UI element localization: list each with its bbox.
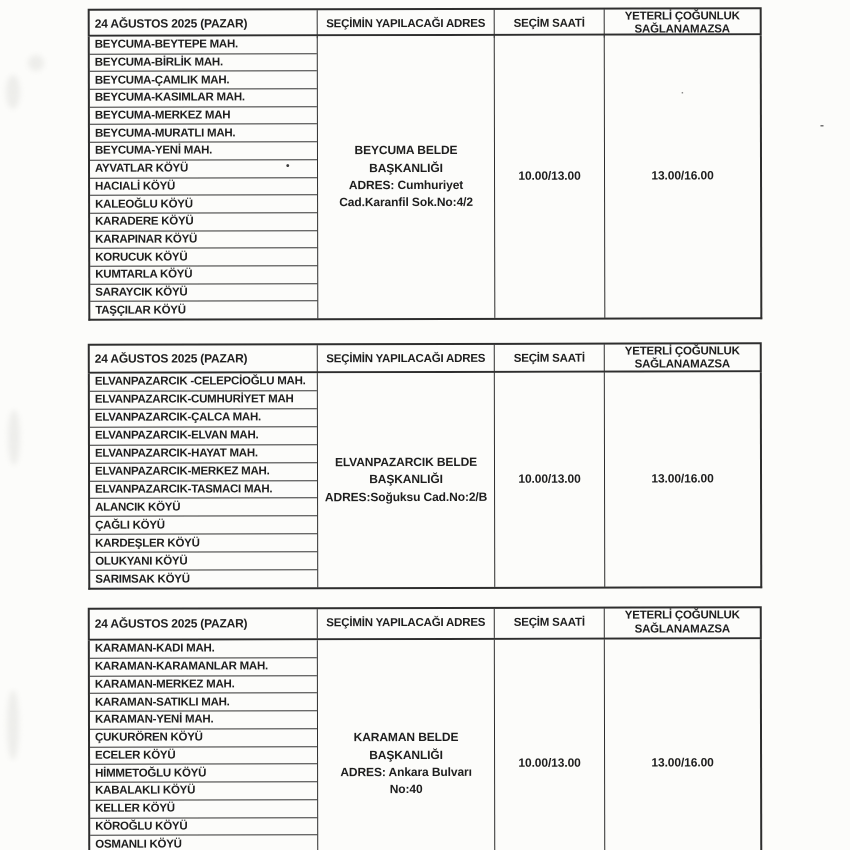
quorum-column-header: YETERLİ ÇOĞUNLUK SAĞLANAMAZSA xyxy=(624,345,740,371)
location-row: ECELER KÖYÜ xyxy=(90,747,317,765)
location-row: KORUCUK KÖYÜ xyxy=(90,248,317,266)
location-row: SARIMSAK KÖYÜ xyxy=(95,573,190,586)
scan-bullet-mark: • xyxy=(286,161,290,172)
location-row: ALANCIK KÖYÜ xyxy=(90,499,317,517)
election-table-karaman xyxy=(88,606,763,850)
scan-smudge xyxy=(6,75,20,109)
location-row: KARDEŞLER KÖYÜ xyxy=(90,535,317,553)
polling-address-cell xyxy=(318,373,495,587)
location-row: OLUKYANI KÖYÜ xyxy=(90,552,317,570)
location-row: ELVANPAZARCIK-ÇALCA MAH. xyxy=(90,409,317,427)
address-line: BAŞKANLIĞI xyxy=(369,472,443,487)
address-line: BAŞKANLIĞI xyxy=(369,160,443,175)
location-row: BEYCUMA-MERKEZ MAH xyxy=(90,107,317,125)
election-table-beycuma xyxy=(88,7,763,320)
location-row: KÖROĞLU KÖYÜ xyxy=(90,818,317,836)
location-row: AYVATLAR KÖYÜ xyxy=(90,160,317,178)
location-row: KARAMAN-KARAMANLAR MAH. xyxy=(90,658,317,676)
address-line: BAŞKANLIĞI xyxy=(369,747,443,762)
location-row: KARADERE KÖYÜ xyxy=(90,213,317,231)
location-row: ÇAĞLI KÖYÜ xyxy=(90,517,317,535)
table-body xyxy=(88,639,762,850)
location-row: KABALAKLI KÖYÜ xyxy=(90,782,317,800)
location-row: BEYCUMA-MURATLI MAH. xyxy=(90,125,317,143)
locations-column xyxy=(90,640,318,850)
time-column-header: SEÇİM SAATİ xyxy=(495,10,605,39)
address-line: No:40 xyxy=(389,782,423,797)
location-row: BEYCUMA-KASIMLAR MAH. xyxy=(90,89,317,107)
location-row: ELVANPAZARCIK-ELVAN MAH. xyxy=(90,427,317,445)
location-row: BEYCUMA-ÇAMLIK MAH. xyxy=(90,72,317,90)
date-header-cell: 24 AĞUSTOS 2025 (PAZAR) xyxy=(90,10,318,39)
date-header-cell: 24 AĞUSTOS 2025 (PAZAR) xyxy=(90,609,318,638)
location-row: ELVANPAZARCIK-HAYAT MAH. xyxy=(90,445,317,463)
date-header-cell: 24 AĞUSTOS 2025 (PAZAR) xyxy=(90,345,318,374)
location-row: ELVANPAZARCIK-CUMHURİYET MAH xyxy=(90,391,317,409)
scan-dot-mark: · xyxy=(681,88,685,99)
table-header-row xyxy=(88,7,762,36)
table-body xyxy=(88,372,762,589)
election-time-cell: 10.00/13.00 xyxy=(495,36,606,318)
scan-smudge xyxy=(7,690,19,760)
address-column-header: SEÇİMİN YAPILACAĞI ADRES xyxy=(318,10,495,39)
location-row: BEYCUMA-BEYTEPE MAH. xyxy=(90,36,317,54)
location-row: ELVANPAZARCIK-TASMACI MAH. xyxy=(90,481,317,499)
location-row: KARAMAN-MERKEZ MAH. xyxy=(90,676,317,694)
election-table-elvanpazarcik xyxy=(88,342,763,589)
location-row: TAŞÇILAR KÖYÜ xyxy=(95,304,186,317)
location-row: KARAPINAR KÖYÜ xyxy=(90,231,317,249)
location-row: KELLER KÖYÜ xyxy=(90,800,317,818)
address-line: Cad.Karanfil Sok.No:4/2 xyxy=(339,195,473,210)
address-line: ADRES: Ankara Bulvarı xyxy=(340,764,472,780)
locations-column xyxy=(90,36,319,318)
locations-column xyxy=(90,373,318,587)
location-row: HACIALİ KÖYÜ xyxy=(90,178,317,196)
location-row: KUMTARLA KÖYÜ xyxy=(90,266,317,284)
location-row: ELVANPAZARCIK-MERKEZ MAH. xyxy=(90,463,317,481)
fallback-time-cell: 13.00/16.00 xyxy=(651,168,714,183)
scan-dash-mark: - xyxy=(820,118,824,132)
address-column-header: SEÇİMİN YAPILACAĞI ADRES xyxy=(318,345,495,374)
address-line: ELVANPAZARCIK BELDE xyxy=(334,454,478,470)
scan-smudge xyxy=(28,55,44,71)
address-line: KARAMAN BELDE xyxy=(353,730,459,745)
fallback-time-cell: 13.00/16.00 xyxy=(651,471,714,486)
table-body xyxy=(88,35,763,320)
polling-address-cell xyxy=(318,640,495,850)
location-row: KARAMAN-KADI MAH. xyxy=(90,640,317,658)
election-time-cell: 10.00/13.00 xyxy=(495,373,605,587)
scan-smudge xyxy=(8,410,20,465)
address-line: ADRES:Soğuksu Cad.No:2/B xyxy=(324,489,488,504)
quorum-column-header: YETERLİ ÇOĞUNLUK SAĞLANAMAZSA xyxy=(624,10,740,36)
location-row: SARAYCIK KÖYÜ xyxy=(90,284,317,302)
quorum-column-header: YETERLİ ÇOĞUNLUK SAĞLANAMAZSA xyxy=(624,609,740,636)
location-row: BEYCUMA-BİRLİK MAH. xyxy=(90,54,317,72)
address-line: BEYCUMA BELDE xyxy=(354,143,458,158)
location-row: ÇUKURÖREN KÖYÜ xyxy=(90,729,317,747)
location-row: ELVANPAZARCIK -CELEPCİOĞLU MAH. xyxy=(90,373,317,391)
location-row: KALEOĞLU KÖYÜ xyxy=(90,195,317,213)
table-header-row xyxy=(88,342,762,373)
time-column-header: SEÇİM SAATİ xyxy=(495,345,605,374)
location-row: KARAMAN-SATIKLI MAH. xyxy=(90,693,317,711)
time-column-header: SEÇİM SAATİ xyxy=(495,609,605,638)
location-row: BEYCUMA-YENİ MAH. xyxy=(90,142,317,160)
table-header-row xyxy=(88,606,762,640)
polling-address-cell xyxy=(318,36,496,318)
address-line: ADRES: Cumhuriyet xyxy=(348,177,464,193)
fallback-time-cell: 13.00/16.00 xyxy=(651,755,714,770)
election-time-cell: 10.00/13.00 xyxy=(495,640,605,850)
location-row: KARAMAN-YENİ MAH. xyxy=(90,711,317,729)
address-column-header: SEÇİMİN YAPILACAĞI ADRES xyxy=(318,609,495,638)
location-row: HİMMETOĞLU KÖYÜ xyxy=(90,764,317,782)
location-row: OSMANLI KÖYÜ xyxy=(95,838,182,850)
